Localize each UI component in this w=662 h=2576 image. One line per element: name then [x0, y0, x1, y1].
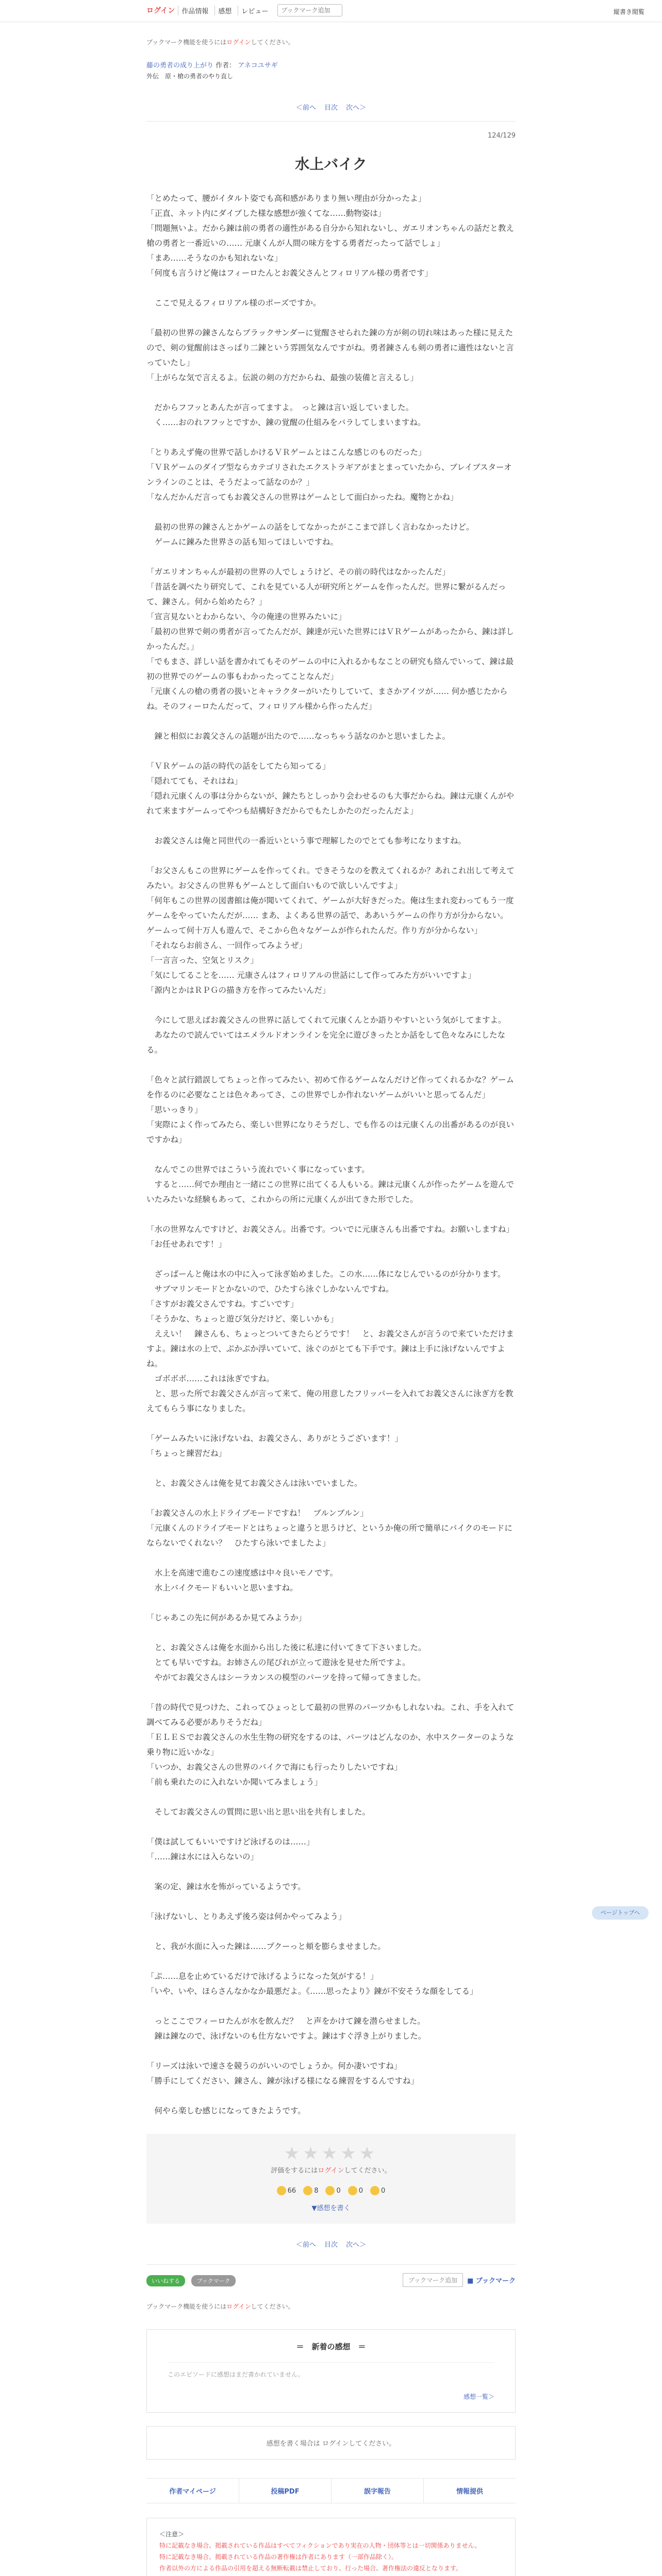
author-mypage-link[interactable]: 作者マイページ [169, 2488, 216, 2496]
novel-line: 「とりあえず俺の世界で話しかけるＶＲゲームとはこんな感じのものだった」 [146, 448, 426, 457]
novel-line: 「問題無いよ。だから錬は前の勇者の適性がある自分から知れないし、ガエリオンちゃんの話だと教え槍の勇者と一番近いの…… 元康くんが人間の味方をする勇者だったって話でしょ」 [146, 224, 514, 248]
novel-line: 「お任せあれです！」 [146, 1240, 227, 1249]
novel-line [146, 819, 516, 834]
prev-link[interactable]: ＜前へ [295, 2241, 316, 2249]
novel-line: 「元康くんのドライブモードとはちょっと違うと思うけど、というか俺の所で簡単にバイクのモードにならないでくれない？ ひたすら泳いでましたよ」 [146, 1523, 512, 1548]
novel-line: 「隠れてても、それはね」 [146, 776, 243, 786]
caution-title: ＜注意＞ [159, 2531, 185, 2538]
reaction-count: 8 [314, 2187, 319, 2195]
new-impressions-box [146, 2329, 516, 2413]
novel-line: 「最初の世界の錬さんならブラックサンダーに覚醒させられた錬の方が剣の切れ味はあった様に見えたので、剣の覚醒前はさっぱり二錬という雰囲気なんですがね。勇者錬さんも剣の勇者に適性はないと言っていたし」 [146, 328, 514, 367]
footer-nav-links [146, 2478, 516, 2503]
reaction-count: 0 [358, 2187, 363, 2195]
novel-line: 「水の世界なんですけど、お義父さん。出番です。ついでに元康さんも出番ですね。お願いしますね」 [146, 1225, 514, 1234]
series-info [146, 60, 516, 70]
novel-line: 「色々と試行錯誤してちょっと作ってみたい、初めて作るゲームなんだけど作ってくれるかな？ゲームを作るのに必要なことは色々あってさ、この世界でしか作れないゲームがいいと思ってるんだ」 [146, 1075, 515, 1099]
bookmark-note-bottom [146, 2302, 516, 2311]
pdf-link[interactable]: 投稿PDF [239, 2479, 331, 2503]
series-title-link[interactable]: 藤の勇者の成り上がり [146, 62, 214, 70]
impression-list-link[interactable]: 感想一覧＞ [463, 2393, 494, 2400]
novel-line [146, 1147, 516, 1162]
novel-line [146, 1790, 516, 1805]
no-impressions-text: このエピソードに感想はまだ書かれていません。 [168, 2362, 494, 2379]
novel-line: 「ぷ……息を止めているだけで泳げるようになった気がする！」 [146, 1972, 378, 1981]
novel-line [146, 1820, 516, 1835]
novel-line: 「何年もこの世界の図書館は俺が聞いてくれて、ゲームが大好きだった。俺は生まれ変わってもう一度ゲームをやっていたんだが…… まあ、よくある世界の話で、ああいうゲームの作り方が分からない。ゲームって何十万人も遊んで、そこから色々なゲームが作られたんだ。作り方が分からない」 [146, 896, 514, 935]
header-nav [146, 4, 342, 16]
evaluation-suffix: してください。 [344, 2167, 391, 2175]
novel-line: 水上バイクモードもいいと思いますね。 [146, 1583, 298, 1592]
novel-line [146, 1894, 516, 1909]
novel-line: 「前も乗れたのに入れないか聞いてみましょう」 [146, 1777, 323, 1787]
novel-line: 「昔の時代で見つけた、これってひょっとして最初の世界のパーツかもしれないね。これ、手を入れて調べてみる必要がありそうだね」 [146, 1703, 515, 1727]
nav-impressions[interactable]: 感想 [214, 6, 235, 15]
reaction-count: 0 [336, 2187, 341, 2195]
evaluation-note [146, 2165, 516, 2175]
novel-line [146, 1207, 516, 1222]
novel-line [146, 1924, 516, 1939]
bookmark-actions [403, 2273, 516, 2287]
series-subtitle: 外伝 原・槍の勇者のやり直し [146, 73, 234, 80]
novel-line: 「勝手にしてください、錬さん、錬が泳げる様になる練習をするんですね」 [146, 2076, 419, 2086]
novel-line: 「正直、ネット内にダイブした様な感想が強くてな……動物姿は」 [146, 209, 386, 218]
novel-line: 「とめたって、腰がイタルト姿でも高和感がありまり無い理由が分かったよ」 [146, 194, 426, 203]
novel-line: と、我が水面に入った錬は……プクーっと頬を膨らませました。 [146, 1942, 386, 1951]
novel-line: 「リーズは泳いで速さを競うのがいいのでしょうか。何か凄いですね」 [146, 2061, 402, 2071]
pager-top [146, 102, 516, 122]
impression-login-box: 感想を書く場合は ログインしてください。 [146, 2426, 516, 2460]
sad-icon [348, 2186, 357, 2195]
caution-line: 特に記載なき場合、掲載されている作品はすべてフィクションであり実在の人物・団体等とは一切関係ありません。 [159, 2542, 481, 2549]
reaction-row [146, 2186, 516, 2195]
reaction-smile[interactable] [325, 2186, 340, 2195]
cry-icon [370, 2186, 379, 2195]
novel-line: 「まあ……そうなのかも知れないな」 [146, 253, 283, 263]
typo-report-link[interactable]: 誤字報告 [331, 2479, 423, 2503]
novel-line: 「なんだかんだ言ってもお義父さんの世界はゲームとして面白かったね。魔物とかね」 [146, 493, 458, 502]
new-impressions-heading: ＝ 新着の感想 ＝ [296, 2342, 366, 2351]
bookmark-login-link[interactable]: ログイン [226, 2303, 251, 2310]
reaction-sad[interactable] [348, 2186, 363, 2195]
novel-line [146, 1685, 516, 1700]
novel-line [146, 281, 516, 296]
reaction-count: 0 [381, 2187, 386, 2195]
novel-line [146, 1596, 516, 1611]
bookmark-note [146, 38, 516, 46]
nav-reviews[interactable]: レビュー [238, 6, 271, 15]
bookmark-link[interactable]: ■ ブックマーク [467, 2277, 516, 2285]
bookmark-add-button[interactable]: ブックマーク追加 [403, 2273, 463, 2287]
novel-line [146, 1491, 516, 1506]
novel-line: 「いつか、お義父さんの世界のバイクで海にも行ったりしたいですね」 [146, 1762, 402, 1772]
reaction-count: 66 [287, 2187, 296, 2195]
novel-line: 案の定、錬は水を怖がっているようです。 [146, 1882, 306, 1891]
thumbs-up-icon [277, 2186, 286, 2195]
novel-line [146, 1954, 516, 1969]
reaction-laugh[interactable] [303, 2186, 318, 2195]
novel-line: 「上がらな気で言えるよ。伝説の剣の方だからね、最強の装備と言えるし」 [146, 373, 419, 382]
novel-line: と、思った所でお義父さんが言って来て、俺の用意したフリッパーを入れてお義父さんに泳ぎ方を教えてもらう事になりました。 [146, 1389, 514, 1413]
novel-line [146, 550, 516, 565]
novel-line: やがてお義父さんはシーラカンスの模型のパーツを持って帰ってきました。 [146, 1673, 426, 1682]
novel-line: 「最初の世界で剣の勇者が言ってたんだが、錬達が元いた世界にはＶＲゲームがあったから、錬は詳しかったんだ。」 [146, 627, 514, 651]
novel-line: 「ＶＲゲームのダイブ型ならカテゴリされたエクストラギアがまとまっていたから、ブレイブスターオンラインのことは、そうだよって話なのか？」 [146, 463, 512, 487]
novel-line [146, 430, 516, 445]
toc-link[interactable]: 目次 [324, 104, 338, 112]
caution-line [159, 2574, 503, 2576]
novel-line [146, 998, 516, 1013]
nav-work-info[interactable]: 作品情報 [178, 6, 211, 15]
episode-number: 124/129 [487, 132, 516, 140]
novel-line: 「昔話を調べたり研究して、これを見ている人が研究所とゲームを作ったんだ。世界に繋がるんだって、錬さん。何から始めたら？」 [146, 582, 506, 606]
novel-line: っとここでフィーロたんが水を飲んだ？ と声をかけて錬を潜らせました。 [146, 2016, 425, 2026]
novel-line: 「実際によく作ってみたら、楽しい世界になりそうだし、でも作るのは元康くんの出番があるのが良いですかね」 [146, 1120, 515, 1144]
novel-line: 「そうかな、ちょっと遊び気分だけど、楽しいかも」 [146, 1314, 339, 1324]
next-link[interactable]: 次へ＞ [346, 2241, 367, 2249]
novel-line: 今にして思えばお義父さんの世界に話してくれて元康くんとか語りやすいという気がしてますよ。 [146, 1015, 506, 1025]
novel-line: 何やら楽しむ感じになってきたようです。 [146, 2106, 306, 2115]
caution-box [146, 2518, 516, 2576]
novel-line [146, 385, 516, 400]
novel-line [146, 1865, 516, 1879]
novel-line: と、お義父さんは俺を水面から出した後に私達に付いてきて下さいました。 [146, 1643, 426, 1652]
novel-line: 「それならお前さん、一回作ってみようぜ」 [146, 941, 307, 950]
bookmark-note-prefix: ブックマーク機能を使うには [146, 39, 227, 46]
novel-line: 「ゲームみたいに泳げないね、お義父さん、ありがとうございます！」 [146, 1434, 403, 1443]
page-top-button[interactable]: ページトップへ [592, 1906, 649, 1920]
bookmark-pill[interactable]: ブックマーク [191, 2275, 235, 2286]
novel-line: 「……錬は水には入らないの」 [146, 1852, 259, 1861]
laugh-icon [303, 2186, 312, 2195]
novel-line [146, 2044, 516, 2059]
novel-line [146, 1058, 516, 1073]
novel-line: 「思いっきり」 [146, 1105, 203, 1114]
novel-line [146, 1625, 516, 1640]
novel-line: 「ちょっと練習だね」 [146, 1449, 227, 1458]
novel-line: 「さすがお義父さんですね。すごいです」 [146, 1299, 299, 1309]
author-link[interactable]: アネコユサギ [238, 62, 278, 70]
prev-link[interactable]: ＜前へ [295, 104, 316, 112]
novel-line: 「ＥＬＥＳでお義父さんの水生生物の研究をするのは、パーツはどんなのか、水中スクーターのような乗り物に近いかな」 [146, 1733, 514, 1757]
smile-icon [325, 2186, 335, 2195]
author-label: 作者： [216, 62, 236, 70]
novel-line [146, 849, 516, 863]
next-link[interactable]: 次へ＞ [346, 104, 367, 112]
novel-line: ざっばーんと俺は水の中に入って泳ぎ始めました。この水……体になじんでいるのが分かります。 [146, 1269, 506, 1279]
novel-line: 「源内とかはＲＰＧの描き方を作ってみたいんだ」 [146, 986, 330, 995]
novel-line [146, 1252, 516, 1267]
info-provide-link[interactable]: 情報提供 [423, 2479, 516, 2503]
impression-list-row [168, 2392, 494, 2401]
novel-line [146, 1551, 516, 1566]
bookmark-add-field[interactable] [277, 4, 342, 16]
site-header [0, 0, 662, 22]
novel-body [146, 191, 516, 2119]
novel-line: そしてお義父さんの質問に思い出と思い出を共有しました。 [146, 1807, 371, 1817]
novel-line: 「僕は試してもいいですけど泳げるのは……」 [146, 1837, 315, 1846]
novel-line: 「ＶＲゲームの話の時代の話をしてたら知ってる」 [146, 761, 330, 771]
novel-line [146, 2089, 516, 2104]
novel-line: 「でもまさ、詳しい話を書かれてもそのゲームの中に入れるかもなことの研究も絡んでいって、錬は最初の世界でのゲームの事もわかったってことなんだ」 [146, 657, 514, 681]
reaction-cry[interactable] [370, 2186, 385, 2195]
novel-line: 「隠れ元康くんの事は分からないが、錬たちとしっかり会わせるのも大事だからね。錬は元康くんがやれて来ますゲームってやつも結構好きだからでもたしかたのだったんだよ」 [146, 791, 515, 816]
bookmark-note-suffix: してください。 [251, 39, 294, 46]
novel-line: く……おのれフフッとですか、錬の覚醒の仕組みをバラしてしまいますね。 [146, 418, 426, 427]
novel-line: ゲームに錬みた世界さの話も知ってほしいですね。 [146, 537, 339, 547]
bookmark-note-suffix: してください。 [251, 2303, 294, 2310]
novel-line [146, 1416, 516, 1431]
login-link[interactable]: ログイン [146, 7, 175, 15]
novel-line [146, 1999, 516, 2014]
novel-line: 「元康くんの槍の勇者の扱いとキャラクターがいたりしていて、まさかアイツが…… 何か感じたからね。そのフィーロたんだって、フィロリアル様から作ったんだ」 [146, 687, 508, 711]
novel-line: 「何度も言うけど俺はフィーロたんとお義父さんとフィロリアル様の勇者です」 [146, 268, 433, 278]
novel-line: 最初の世界の錬さんとかゲームの話をしてなかったがここまで詳しく言わなかったけど。 [146, 522, 474, 532]
novel-line: 「いや、いや、ほらさんなかなか最悪だよ。《……思ったより》錬が不安そうな顔をしてる」 [146, 1987, 478, 1996]
novel-line: 「お父さんもこの世界にゲームを作ってくれ。できそうなのを教えてくれるか？あれこれ出して考えてみたい。お父さんの世界もゲームとして面白いもので欲しいんですよ」 [146, 866, 515, 890]
novel-line: サブマリンモードとかないので、ひたすら泳ぐしかないんですね。 [146, 1284, 394, 1294]
novel-line: ゴボボボ……これは泳ぎですね。 [146, 1374, 275, 1383]
novel-line [146, 311, 516, 326]
write-impression-link[interactable]: ▼感想を書く [311, 2205, 351, 2212]
novel-line: 「泳げないし、とりあえず後ろ姿は何かやってみよう」 [146, 1912, 346, 1921]
evaluation-box [146, 2134, 516, 2224]
bottom-bar [146, 2264, 516, 2296]
bookmark-login-link[interactable]: ログイン [226, 39, 251, 46]
novel-line: 「ガエリオンちゃんが最初の世界の人でしょうけど、その前の時代はなかったんだ」 [146, 567, 450, 577]
novel-line [146, 505, 516, 520]
novel-line: ええい！ 錬さんも、ちょっとついてきたらどうです！ と、お義父さんが言うので来ていただけますよ。錬は水の上で、ぷかぷか浮いていて、泳ぐのがとても下手です。錬は上手に泳げないんですよね。 [146, 1329, 514, 1368]
novel-line [146, 1461, 516, 1476]
novel-line: とても早いですね。お姉さんの尾びれが立って遊泳を見せた所ですよ。 [146, 1658, 410, 1667]
episode-title: 水上バイク [295, 156, 367, 173]
vertical-view-link[interactable]: 縦書き閲覧 [613, 8, 644, 15]
write-impression [146, 2202, 516, 2212]
rating-stars[interactable]: ★★★★★ [284, 2143, 378, 2164]
novel-line: あなたので読んでいてはエメラルドオンラインを完全に遊びきったとか話をして色々なみにしたなる。 [146, 1030, 506, 1055]
novel-line: 「一言言った、空気とリスク」 [146, 956, 258, 965]
evaluation-login-link[interactable]: ログイン [318, 2167, 344, 2175]
novel-line: だからフフッとあんたが言ってますよ。 っと錬は言い返していました。 [146, 403, 414, 412]
novel-line: 「気にしてることを…… 元康さんはフィロリアルの世話にして作ってみた方がいいですよ」 [146, 971, 476, 980]
novel-line: すると……何でか理由と一緒にこの世界に出てくる人もいる。錬は元康くんが作ったゲームを遊んでいたみたいな経験もあって、これからの所に元康くんが出てきた形でした。 [146, 1180, 515, 1204]
novel-line: 錬は錬なので、泳げないのも仕方ないですよ。錬はすぐ浮き上がりました。 [146, 2031, 426, 2041]
novel-line: 「お義父さんの水上ドライブモードですね！ ブルンブルン」 [146, 1509, 368, 1518]
reaction-thumbs-up[interactable] [277, 2186, 296, 2195]
novel-line: お義父さんは俺と同世代の一番近いという事で理解したのでとても参考になりますね。 [146, 836, 467, 845]
evaluation-prefix: 評価をするには [271, 2167, 318, 2175]
novel-line [146, 714, 516, 729]
novel-line [146, 744, 516, 759]
novel-line: 水上を高速で進むこの速度感は中々良いモノです。 [146, 1568, 338, 1578]
main-content [146, 38, 516, 2576]
novel-line: 錬と相似にお義父さんの話題が出たので……なっちゃう話なのかと思いましたよ。 [146, 732, 451, 741]
novel-line: 「じゃあこの先に何があるか見てみようか」 [146, 1613, 307, 1622]
pager-bottom [146, 2239, 516, 2249]
novel-line: ここで見えるフィロリアル様のポーズですか。 [146, 298, 321, 308]
caution-line: 作者以外の方による作品の引用を超える無断転載は禁止しており、行った場合、著作権法の違反となります。 [159, 2565, 462, 2572]
bookmark-note-prefix: ブックマーク機能を使うには [146, 2303, 227, 2310]
toc-link[interactable]: 目次 [324, 2241, 338, 2249]
novel-line: なんでこの世界ではこういう流れでいく事になっています。 [146, 1165, 370, 1174]
novel-line: と、お義父さんは俺を見てお義父さんは泳いでいました。 [146, 1479, 362, 1488]
like-button[interactable]: いいねする [146, 2275, 185, 2286]
caution-line: 特に記載なき場合、掲載されている作品の著作権は作者にあります（一部作品除く）。 [159, 2553, 398, 2561]
novel-line: 「宣言見ないとわからない、今の俺達の世界みたいに」 [146, 612, 346, 621]
